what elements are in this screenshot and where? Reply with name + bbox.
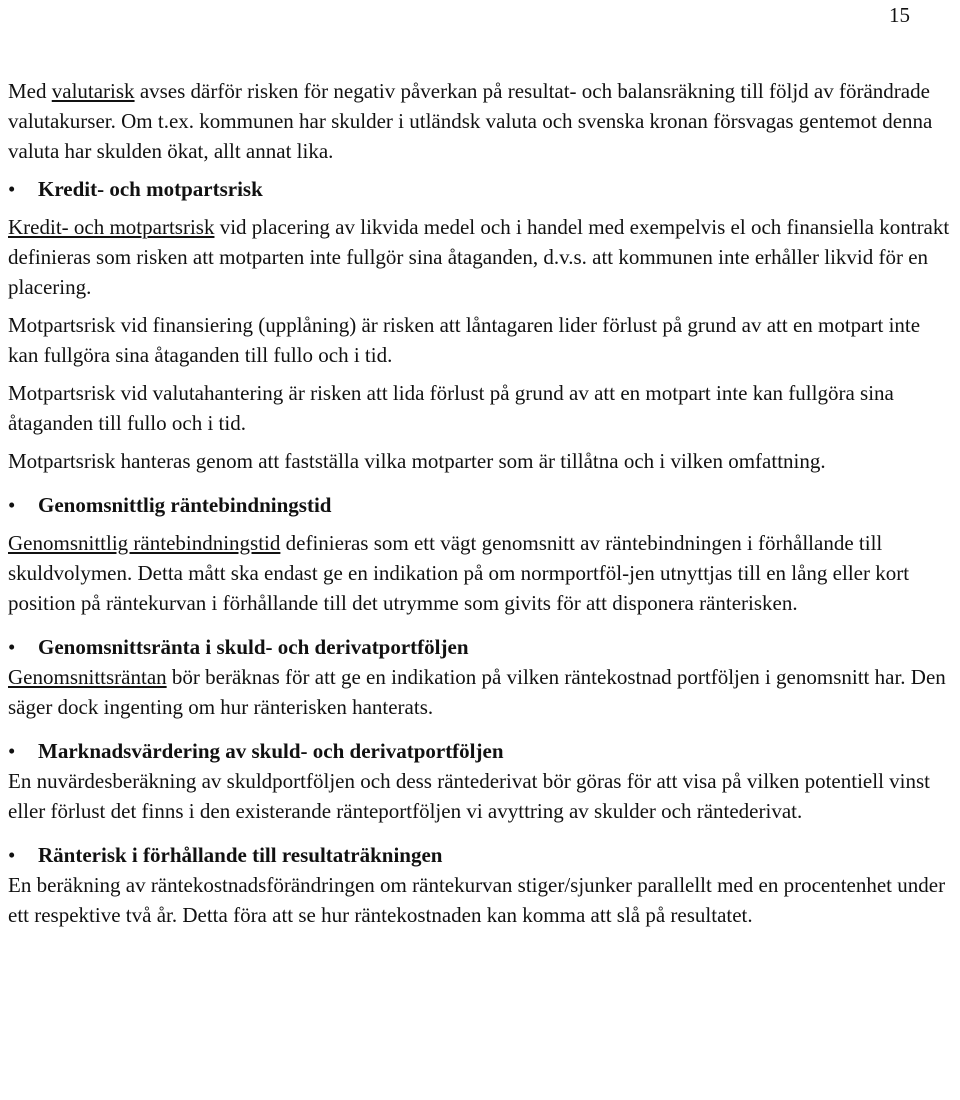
section-heading-text: Ränterisk i förhållande till resultaträkningen — [38, 843, 443, 867]
underlined-term: Genomsnittsräntan — [8, 665, 167, 689]
intro-paragraph — [8, 76, 954, 166]
section-heading-text: Marknadsvärdering av skuld- och derivatportföljen — [38, 739, 504, 763]
bullet-icon: • — [8, 739, 16, 763]
bullet-icon: • — [8, 177, 16, 201]
paragraph: Motpartsrisk hanteras genom att fastställa vilka motparter som är tillåtna och i vilken omfattning. — [8, 449, 826, 473]
paragraph-text: definieras som ett vägt genomsnitt av räntebindningen i förhållande till skuldvolymen. Detta mått ska endast ge en indikation på om normportföl-jen utnyttjas till en lång eller kort position på räntekurvan i förhållande till det utrymme som givits för att disponera ränterisken. — [8, 531, 910, 615]
paragraph: En beräkning av räntekostnadsförändringen om räntekurvan stiger/sjunker parallellt med en procentenhet under ett respektive två år. Detta föra att se hur räntekostnaden kan komma att slå på resultatet. — [8, 873, 946, 927]
paragraph-text: vid placering av likvida medel och i handel med exempelvis el och finansiella kontrakt definieras som risken att motparten inte fullgör sina åtaganden, d.v.s. att kommunen inte erhåller likvid för en placering. — [8, 215, 950, 299]
section-heading-text: Genomsnittsränta i skuld- och derivatportföljen — [38, 635, 469, 659]
section-heading — [8, 632, 954, 662]
bullet-icon: • — [8, 493, 16, 517]
underlined-term: Genomsnittlig räntebindningstid — [8, 531, 281, 555]
bullet-icon: • — [8, 843, 16, 867]
page-number: 15 — [889, 3, 910, 27]
paragraph — [8, 212, 954, 302]
paragraph: Motpartsrisk vid finansiering (upplåning) är risken att låntagaren lider förlust på grund av att en motpart inte kan fullgöra sina åtaganden till fullo och i tid. — [8, 313, 921, 367]
intro-pre: Med — [8, 79, 52, 103]
bullet-icon: • — [8, 635, 16, 659]
section-heading — [8, 736, 954, 766]
section-heading — [8, 174, 954, 204]
document-body — [8, 76, 954, 938]
intro-post: avses därför risken för negativ påverkan på resultat- och balansräkning till följd av förändrade valutakurser. Om t.ex. kommunen har skulder i utländsk valuta och svenska kronan försvagas gentemot denna valuta har skulden ökat, allt annat lika. — [8, 79, 933, 163]
section-heading-text: Kredit- och motpartsrisk — [38, 177, 263, 201]
paragraph — [8, 662, 954, 722]
paragraph — [8, 528, 954, 618]
paragraph: En nuvärdesberäkning av skuldportföljen och dess räntederivat bör göras för att visa på vilken potentiell vinst eller förlust det finns i den existerande ränteportföljen vi avyttring av skulder och räntederivat. — [8, 769, 931, 823]
section-heading — [8, 840, 954, 870]
underlined-term: Kredit- och motpartsrisk — [8, 215, 215, 239]
paragraph-text: bör beräknas för att ge en indikation på vilken räntekostnad portföljen i genomsnitt har. Den säger dock ingenting om hur ränterisken hanterats. — [8, 665, 946, 719]
paragraph: Motpartsrisk vid valutahantering är risken att lida förlust på grund av att en motpart inte kan fullgöra sina åtaganden till fullo och i tid. — [8, 381, 894, 435]
intro-term: valutarisk — [51, 79, 135, 103]
section-heading-text: Genomsnittlig räntebindningstid — [38, 493, 332, 517]
section-heading — [8, 490, 954, 520]
